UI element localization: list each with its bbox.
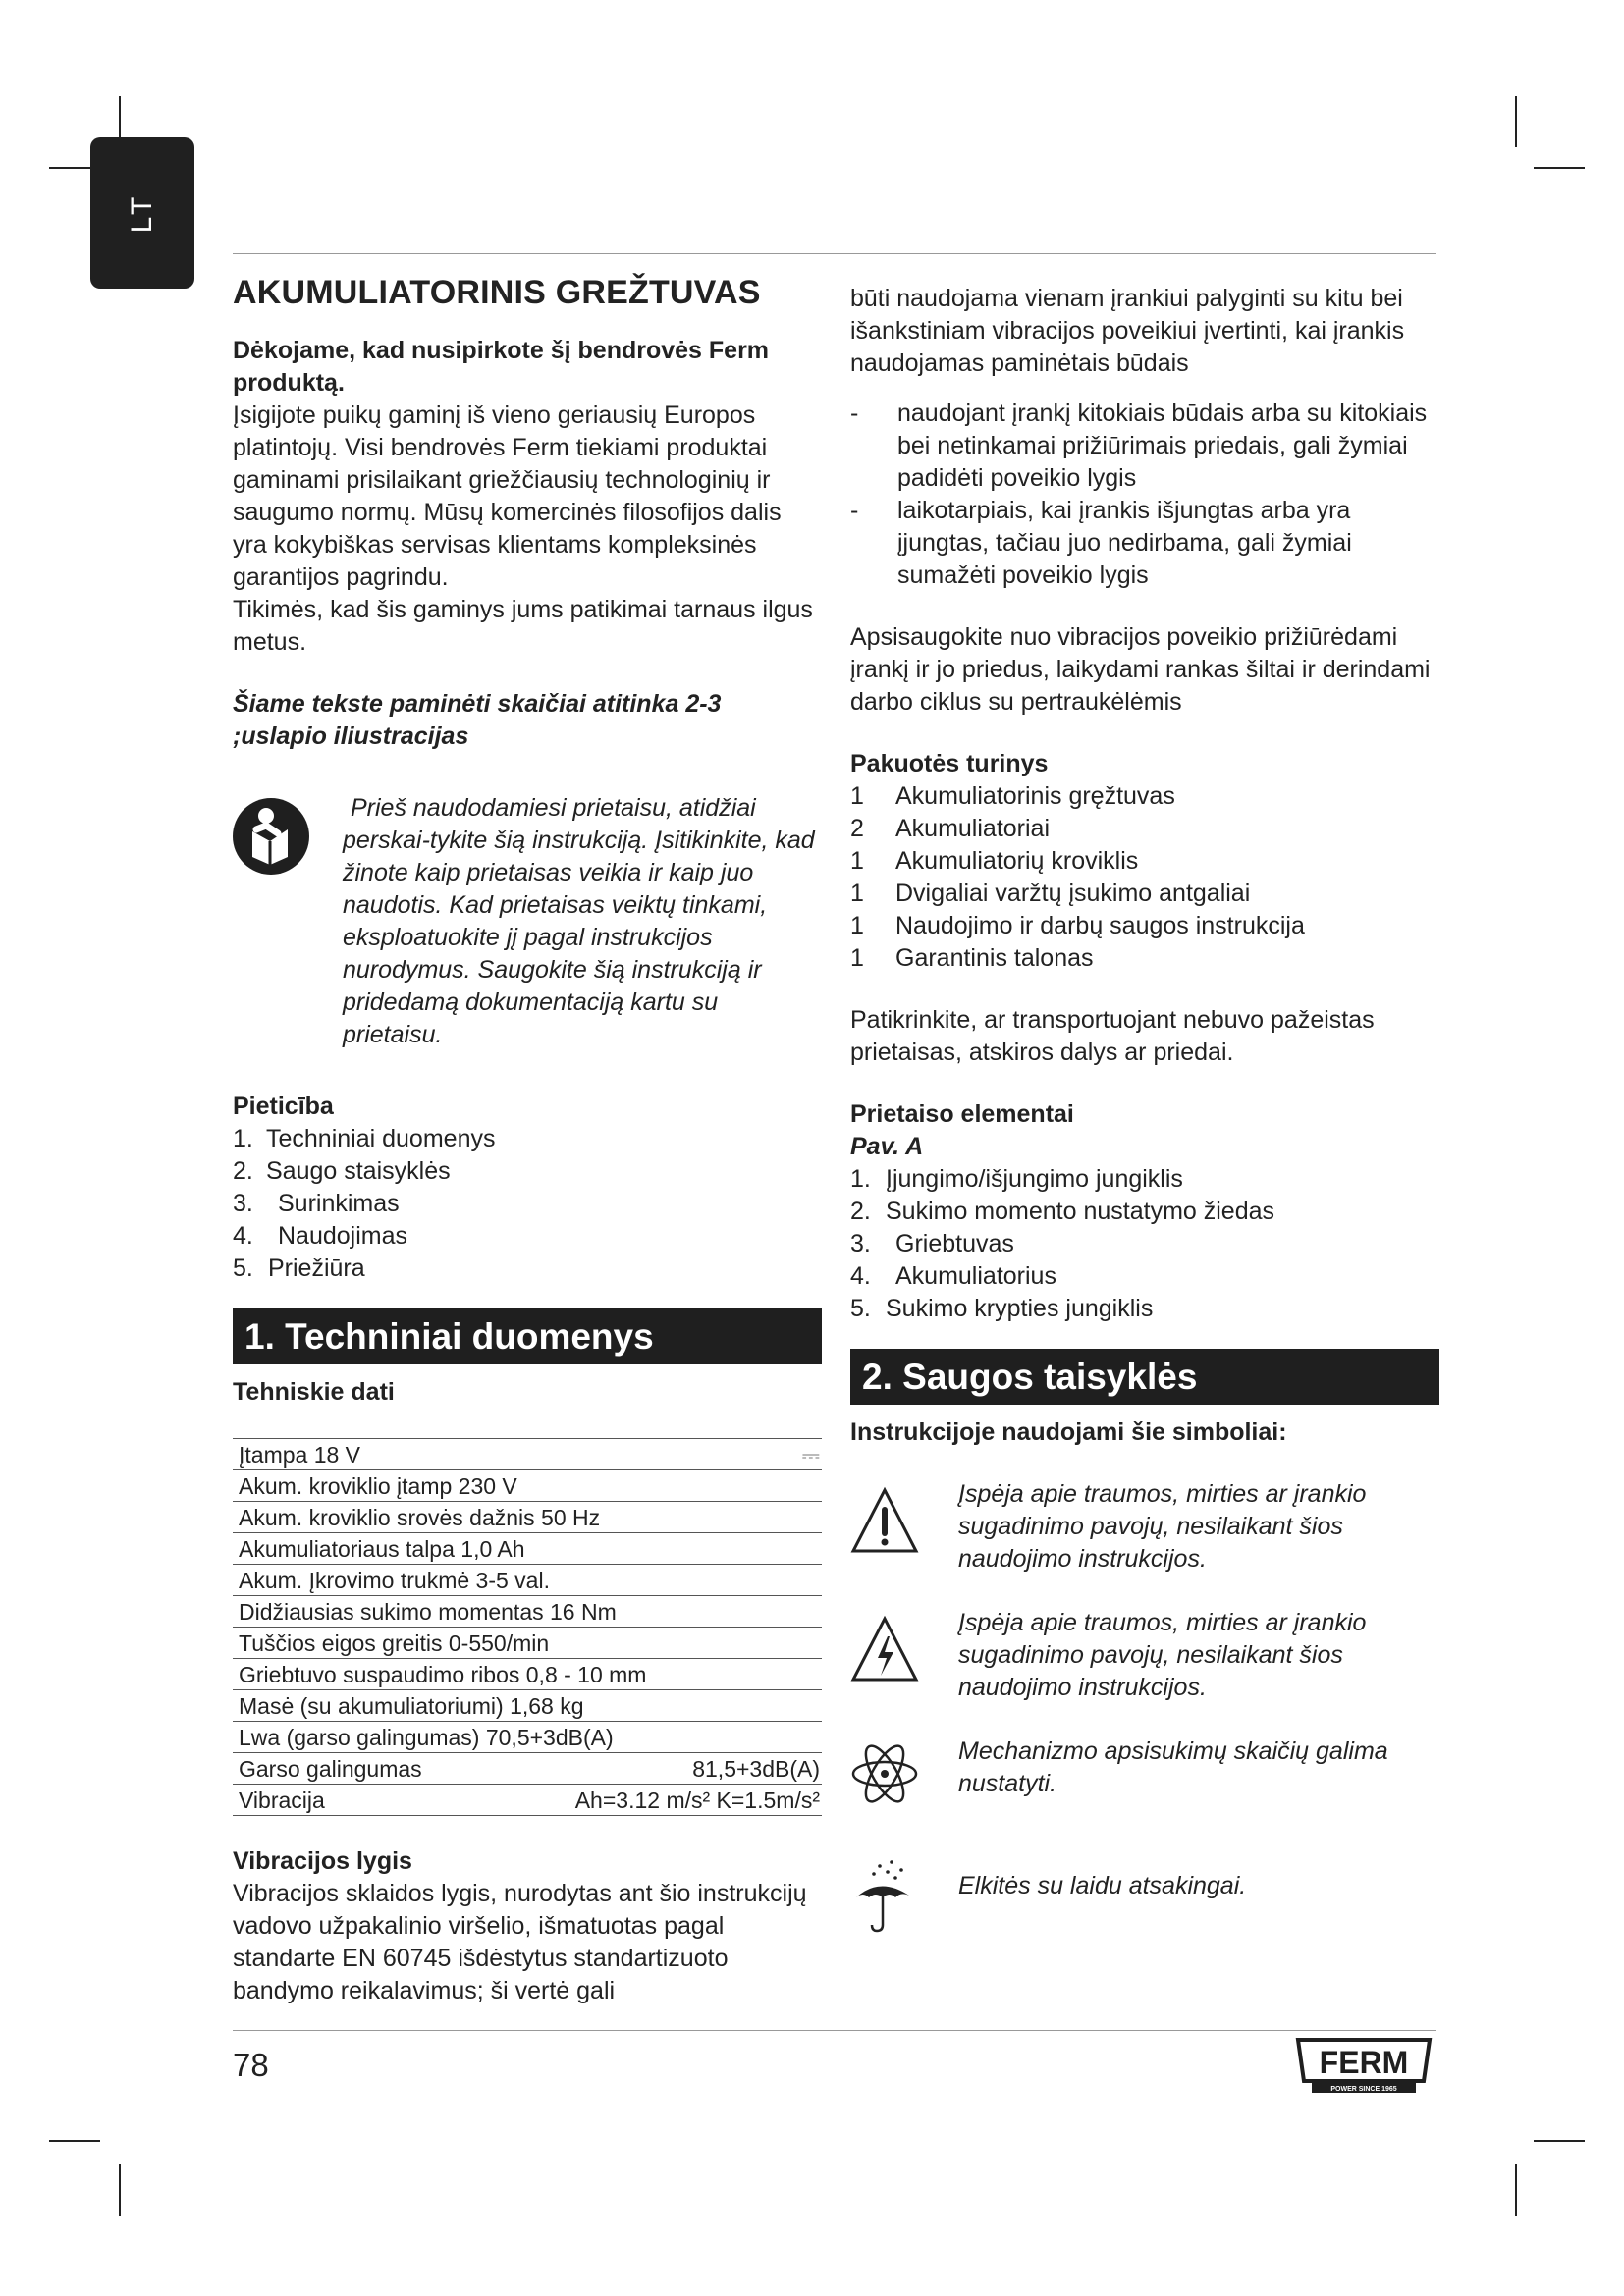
check-text: Patikrinkite, ar transportuojant nebuvo pažeistas prietaisas, atskiros dalys ar priedai.: [850, 1006, 1375, 1066]
table-row: Griebtuvo suspaudimo ribos 0,8 - 10 mm: [233, 1659, 822, 1690]
elements-heading: Prietaiso elementai: [850, 1100, 1074, 1128]
list-item: 2. Sukimo momento nustatymo žiedas: [850, 1198, 1275, 1225]
list-item: 3. Surinkimas: [233, 1190, 400, 1217]
table-row: Lwa (garso galingumas) 70,5+3dB(A): [233, 1722, 822, 1753]
thanks-heading: Dėkojame, kad nusipirkote šį bendrovės Ferm produktą.: [233, 337, 770, 397]
table-row: Garso galingumas 81,5+3dB(A): [233, 1753, 822, 1785]
intro-paragraph: Tikimės, kad šis gaminys jums patikimai tarnaus ilgus metus.: [233, 596, 813, 656]
electric-hazard-icon: [850, 1615, 919, 1683]
spec-table: [233, 1438, 822, 1816]
table-row: Vibracija Ah=3.12 m/s² K=1.5m/s²: [233, 1785, 822, 1816]
vibration-text: Vibracijos sklaidos lygis, nurodytas ant šio instrukcijų vadovo užpakalinio viršelio, išmatuotas pagal standarte EN 60745 išdėstytus standartizuoto bandymo reikalavimus; ši vertė gali: [233, 1880, 807, 2004]
list-item: - laikotarpiais, kai įrankis išjungtas arba yra įjungtas, tačiau juo nedirbama, gali žymiai sumažėti poveikio lygis: [850, 497, 1352, 589]
figure-note: Šiame tekste paminėti skaičiai atitinka 2-3 ;uslapio iliustracijas: [233, 690, 722, 750]
list-item: - naudojant įrankį kitokiais būdais arba su kitokiais bei netinkamai prižiūrimais priedais, gali žymiai padidėti poveikio lygis: [850, 400, 1428, 492]
crop-mark: [1534, 167, 1585, 169]
list-item: 5. Sukimo krypties jungiklis: [850, 1295, 1154, 1322]
symbols-heading: Instrukcijoje naudojami šie simboliai:: [850, 1418, 1287, 1446]
list-item: 1. Techniniai duomenys: [233, 1125, 496, 1152]
crop-mark: [1515, 96, 1517, 147]
crop-mark: [1534, 2140, 1585, 2142]
top-rule: [233, 253, 1436, 254]
symbol-text: Įspėja apie traumos, mirties ar įrankio sugadinimo pavojų, nesilaikant šios naudojimo instrukcijos.: [958, 1609, 1367, 1701]
package-list: [850, 780, 1439, 975]
section-header-safety: 2. Saugos taisyklės: [850, 1349, 1439, 1405]
symbol-row: [850, 1735, 1439, 1817]
package-heading: Pakuotės turinys: [850, 750, 1049, 777]
svg-text:FERM: FERM: [1319, 2045, 1409, 2080]
language-tab: [90, 137, 194, 289]
vibration-dash-list: [850, 398, 1439, 592]
table-row: Tuščios eigos greitis 0-550/min: [233, 1628, 822, 1659]
list-item: 1 Garantinis talonas: [850, 944, 1094, 972]
read-manual-notice: [233, 792, 822, 1051]
table-row: Akum. kroviklio įtamp 230 V: [233, 1470, 822, 1502]
page-title: AKUMULIATORINIS GREŽTUVAS: [233, 274, 761, 311]
list-item: 1 Akumuliatorinis gręžtuvas: [850, 782, 1175, 810]
list-item: 3. Griebtuvas: [850, 1230, 1014, 1257]
technical-subheading: Tehniskie dati: [233, 1378, 395, 1406]
contents-list: [233, 1123, 822, 1285]
ferm-logo: [1294, 2038, 1434, 2095]
list-item: 2 Akumuliatoriai: [850, 815, 1051, 842]
protect-text: Apsisaugokite nuo vibracijos poveikio prižiūrėdami įrankį ir jo priedus, laikydami rankas šiltai ir derindami darbo ciklus su pertraukėlėmis: [850, 623, 1431, 716]
svg-text:POWER SINCE 1965: POWER SINCE 1965: [1330, 2086, 1397, 2093]
list-item: 1 Akumuliatorių kroviklis: [850, 847, 1139, 875]
symbol-row: [850, 1856, 1439, 1944]
left-column: [233, 274, 822, 2007]
symbol-row: [850, 1478, 1439, 1575]
list-item: 1 Dvigaliai varžtų įsukimo antgaliai: [850, 880, 1251, 907]
table-row: Akumuliatoriaus talpa 1,0 Ah: [233, 1533, 822, 1565]
vibration-heading: Vibracijos lygis: [233, 1847, 412, 1875]
table-row: Masė (su akumuliatoriumi) 1,68 kg: [233, 1690, 822, 1722]
page-number: 78: [233, 2047, 269, 2083]
crop-mark: [49, 2140, 100, 2142]
list-item: 1 Naudojimo ir darbų saugos instrukcija: [850, 912, 1305, 939]
symbol-row: [850, 1607, 1439, 1704]
symbol-text: Įspėja apie traumos, mirties ar įrankio sugadinimo pavojų, nesilaikant šios naudojimo instrukcijos.: [958, 1480, 1367, 1573]
bottom-rule: [233, 2030, 1436, 2031]
language-code: LT: [126, 192, 158, 234]
list-item: 1. Įjungimo/išjungimo jungiklis: [850, 1165, 1183, 1193]
crop-mark: [1515, 2164, 1517, 2216]
table-row: Didžiausias sukimo momentas 16 Nm: [233, 1596, 822, 1628]
symbol-text: Mechanizmo apsisukimų skaičių galima nustatyti.: [958, 1737, 1388, 1797]
list-item: 5. Priežiūra: [233, 1255, 365, 1282]
dc-symbol-icon: ⎓: [801, 1442, 820, 1468]
vibration-continued: būti naudojama vienam įrankiui palyginti su kitu bei išankstiniam vibracijos poveikiui įvertinti, kai įrankis naudojamas paminėtais būdais: [850, 285, 1405, 377]
right-column: [850, 283, 1439, 1944]
contents-heading: Pieticība: [233, 1093, 334, 1120]
list-item: 4. Akumuliatorius: [850, 1262, 1056, 1290]
read-manual-text: Prieš naudodamiesi prietaisu, atidžiai perskai-tykite šią instrukciją. Įsitikinkite, kad žinote kaip prietaisas veikia ir kaip juo naudotis. Kad prietaisas veiktų tinkami, eksploatuokite jį pagal instrukcijos nurodymus. Saugokite šią instrukciją ir pridedamą dokumentaciją kartu su prietaisu.: [343, 794, 815, 1048]
table-row: Akum. Įkrovimo trukmė 3-5 val.: [233, 1565, 822, 1596]
intro-paragraph: Įsigijote puikų gaminį iš vieno geriausių Europos platintojų. Visi bendrovės Ferm tiekiami produktai gaminami prisilaikant griežčiausių technologinių ir saugumo normų. Mūsų komercinės filosofijos dalis yra kokybiškas servisas klientams kompleksinės garantijos pagrindu.: [233, 401, 782, 591]
table-row: Akum. kroviklio srovės dažnis 50 Hz: [233, 1502, 822, 1533]
elements-list: [850, 1163, 1439, 1325]
rotation-speed-icon: [850, 1739, 919, 1808]
read-manual-icon: [231, 796, 311, 877]
list-item: 4. Naudojimas: [233, 1222, 408, 1250]
list-item: 2. Saugo staisyklės: [233, 1157, 451, 1185]
table-row: Įtampa 18 V ⎓: [233, 1439, 822, 1470]
umbrella-rain-icon: [850, 1856, 919, 1935]
symbol-text: Elkitės su laidu atsakingai.: [958, 1872, 1247, 1899]
warning-icon: [850, 1486, 919, 1555]
section-header-technical: 1. Techniniai duomenys: [233, 1308, 822, 1364]
crop-mark: [119, 2164, 121, 2216]
elements-figure: Pav. A: [850, 1133, 924, 1160]
